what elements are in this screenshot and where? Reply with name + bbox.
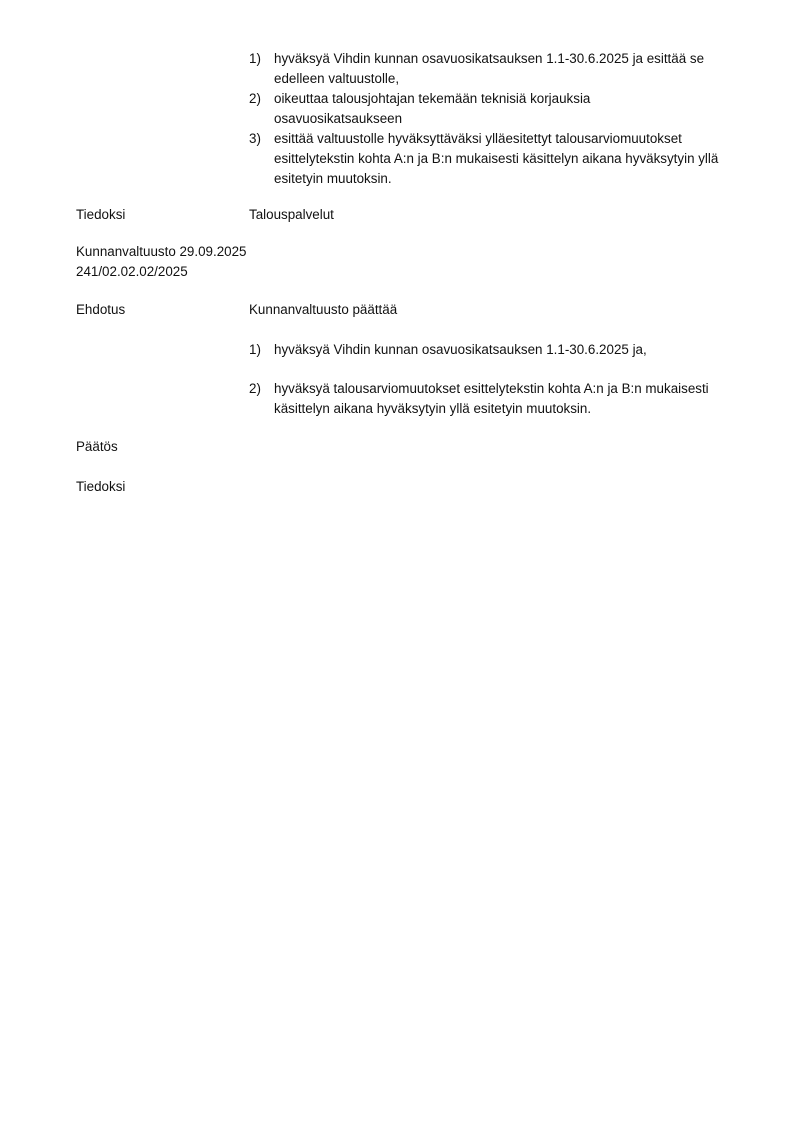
list-item: [249, 340, 744, 360]
tiedoksi-label-2: Tiedoksi: [76, 479, 126, 494]
paatos-label: Päätös: [76, 439, 118, 454]
decision-list-1: [249, 49, 749, 189]
list-item-number: 2): [249, 91, 261, 106]
list-item-text: oikeuttaa talousjohtajan tekemään teknisiä korjauksia osavuosikatsaukseen: [274, 91, 591, 126]
decision-list-3: [249, 379, 749, 419]
meeting-reference: 241/02.02.02/2025: [76, 264, 188, 279]
list-item-number: 2): [249, 381, 261, 396]
tiedoksi-value: Talouspalvelut: [249, 207, 334, 222]
tiedoksi-label: Tiedoksi: [76, 207, 126, 222]
list-item-text: esittää valtuustolle hyväksyttäväksi ylläesitettyt talousarviomuutokset esittelytekstin kohta A:n ja B:n mukaisesti käsittelyn aikana hyväksytyin yllä esitetyin muutoksin.: [274, 131, 719, 186]
meeting-header: [76, 242, 247, 282]
list-item-number: 1): [249, 51, 261, 66]
decision-list-2: [249, 340, 749, 360]
list-item-number: 1): [249, 342, 261, 357]
list-item: [249, 49, 744, 89]
list-item-text: hyväksyä talousarviomuutokset esittelytekstin kohta A:n ja B:n mukaisesti käsittelyn aikana hyväksytyin yllä esitetyin muutoksin.: [274, 381, 709, 416]
list-item-text: hyväksyä Vihdin kunnan osavuosikatsauksen 1.1-30.6.2025 ja esittää se edelleen valtuustolle,: [274, 51, 705, 86]
list-item: [249, 129, 739, 189]
list-item-text: hyväksyä Vihdin kunnan osavuosikatsauksen 1.1-30.6.2025 ja,: [274, 342, 647, 357]
list-item: [249, 89, 644, 129]
meeting-title: Kunnanvaltuusto 29.09.2025: [76, 244, 247, 259]
list-item: [249, 379, 714, 419]
list-item-number: 3): [249, 131, 261, 146]
ehdotus-intro: Kunnanvaltuusto päättää: [249, 302, 398, 317]
ehdotus-label: Ehdotus: [76, 302, 126, 317]
